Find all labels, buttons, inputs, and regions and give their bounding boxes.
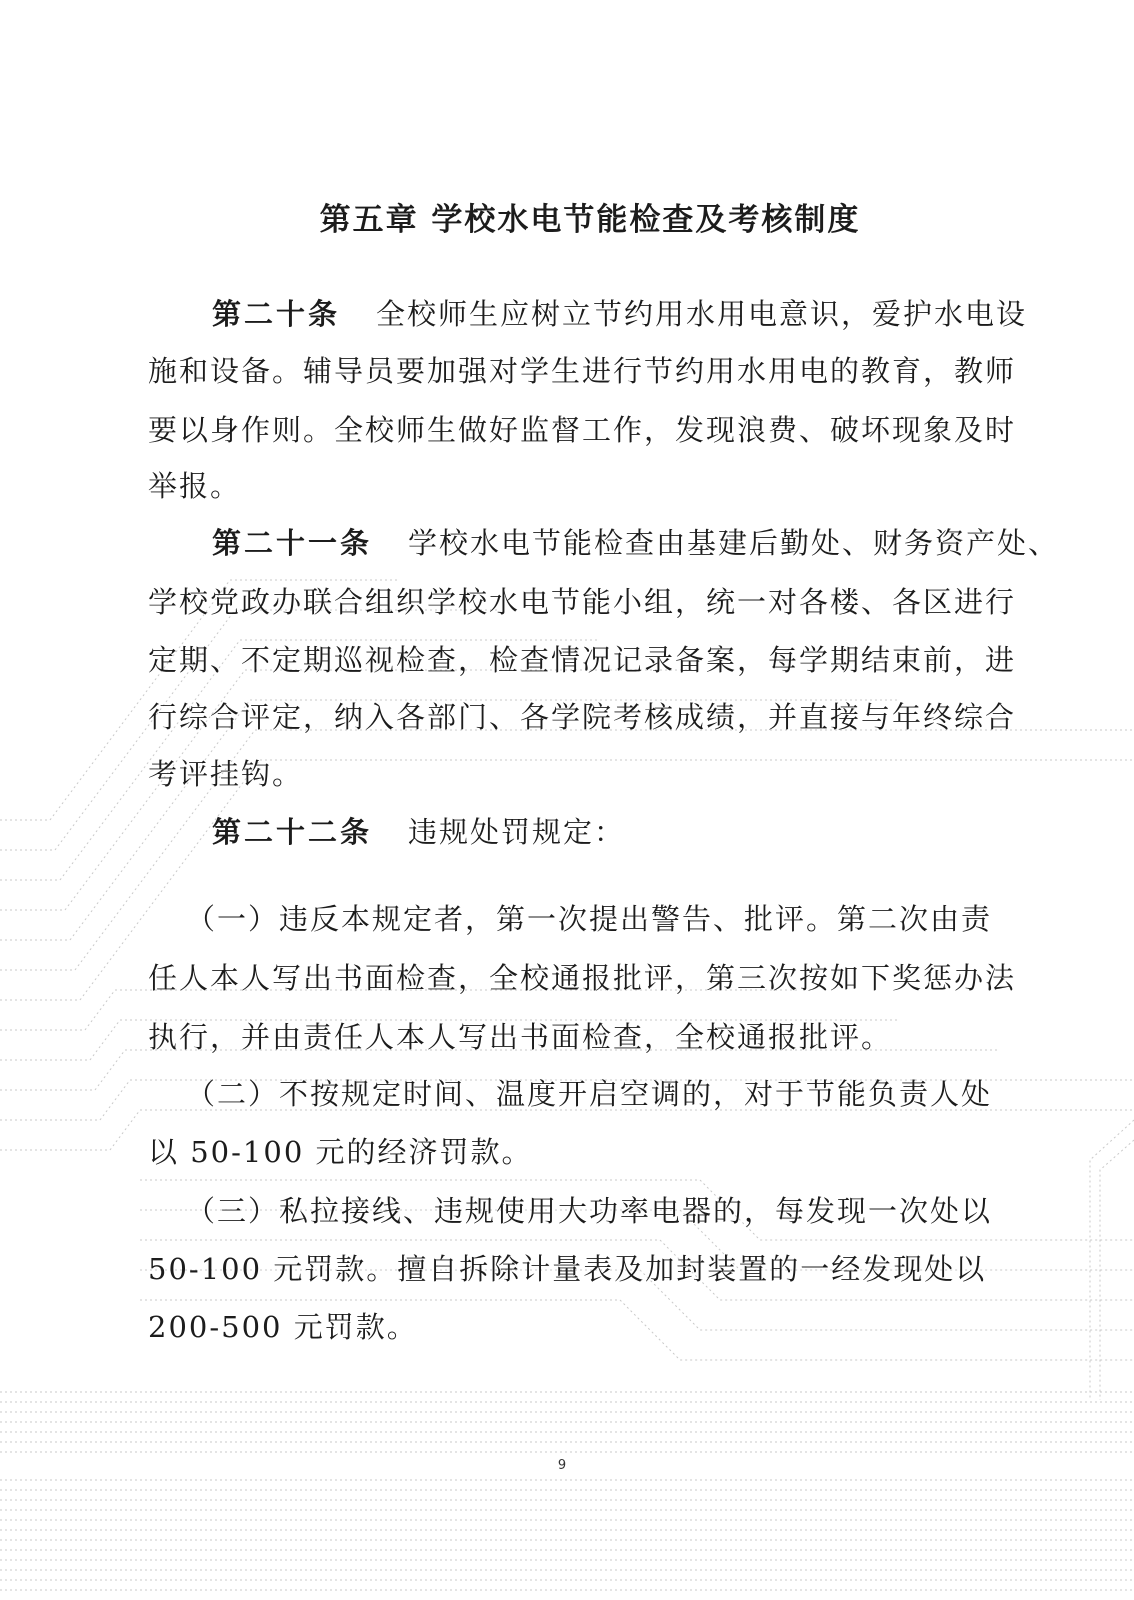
penalty-item-2-line: 以 50-100 元的经济罚款。 xyxy=(148,1135,533,1169)
article-21-first-line xyxy=(212,523,1060,563)
page-number: 9 xyxy=(557,1458,567,1473)
article-21-line: 学校党政办联合组织学校水电节能小组，统一对各楼、各区进行 xyxy=(148,585,1017,619)
article-21-line: 行综合评定，纳入各部门、各学院考核成绩，并直接与年终综合 xyxy=(148,700,1017,734)
article-21-heading: 第二十一条 xyxy=(212,526,373,560)
penalty-item-2-line: （二）不按规定时间、温度开启空调的，对于节能负责人处 xyxy=(186,1077,993,1111)
article-20-text: 全校师生应树立节约用水用电意识，爱护水电设 xyxy=(376,297,1028,331)
article-22-heading: 第二十二条 xyxy=(212,815,373,849)
article-20-line: 施和设备。辅导员要加强对学生进行节约用水用电的教育，教师 xyxy=(148,354,1017,388)
article-21-line: 定期、不定期巡视检查，检查情况记录备案，每学期结束前，进 xyxy=(148,643,1017,677)
article-22-first-line xyxy=(212,812,1052,852)
penalty-item-1-line: （一）违反本规定者，第一次提出警告、批评。第二次由责 xyxy=(186,902,993,936)
penalty-item-3-line: 200-500 元罚款。 xyxy=(148,1310,418,1344)
chapter-title: 第五章 学校水电节能检查及考核制度 xyxy=(319,202,861,238)
article-20-heading: 第二十条 xyxy=(212,297,341,331)
penalty-item-1-line: 任人本人写出书面检查，全校通报批评，第三次按如下奖惩办法 xyxy=(148,961,1017,995)
penalty-item-1-line: 执行，并由责任人本人写出书面检查，全校通报批评。 xyxy=(148,1020,893,1054)
article-20-line: 举报。 xyxy=(148,469,242,503)
penalty-item-3-line: 50-100 元罚款。擅自拆除计量表及加封装置的一经发现处以 xyxy=(148,1252,987,1286)
article-21-text: 学校水电节能检查由基建后勤处、财务资产处、 xyxy=(408,526,1060,560)
penalty-item-3-line: （三）私拉接线、违规使用大功率电器的，每发现一次处以 xyxy=(186,1194,993,1228)
article-20-line: 要以身作则。全校师生做好监督工作，发现浪费、破坏现象及时 xyxy=(148,413,1017,447)
article-21-line: 考评挂钩。 xyxy=(148,757,304,791)
article-20-first-line xyxy=(212,294,1052,334)
article-22-text: 违规处罚规定： xyxy=(408,815,626,849)
